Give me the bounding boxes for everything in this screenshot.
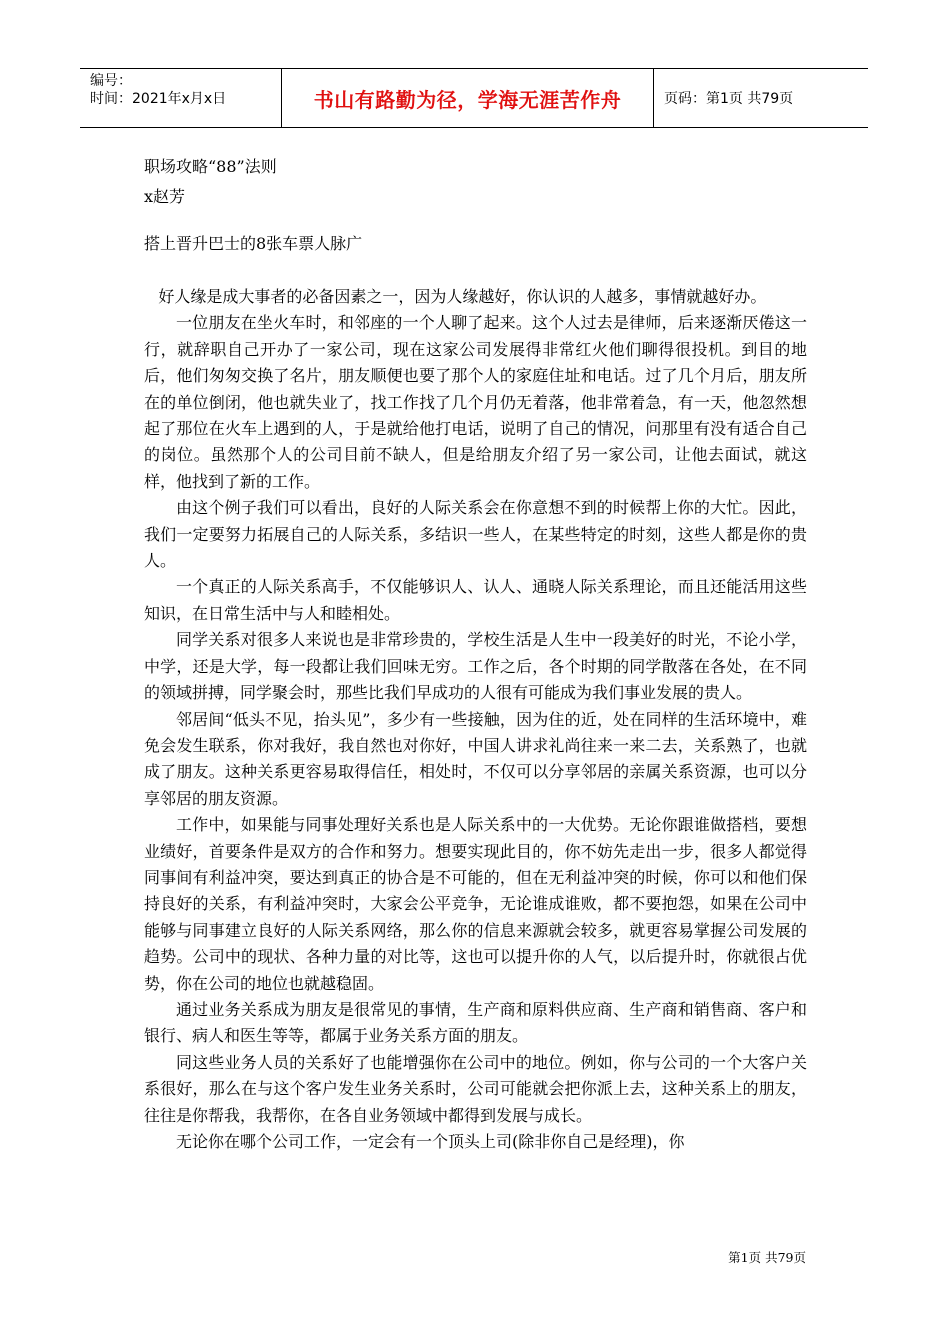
document-title: 职场攻略“88”法则 <box>144 157 277 176</box>
paragraph: 同学关系对很多人来说也是非常珍贵的，学校生活是人生中一段美好的时光，不论小学，中学，还是大学，每一段都让我们回味无穷。工作之后，各个时期的同学散落在各处，在不同的领域拼搏，同学聚会时，那些比我们早成功的人很有可能成为我们事业发展的贵人。 <box>144 630 807 703</box>
header-motto: 书山有路勤为径，学海无涯苦作舟 <box>282 69 654 127</box>
paragraph: 工作中，如果能与同事处理好关系也是人际关系中的一大优势。无论你跟谁做搭档，要想业绩好，首要条件是双方的合作和努力。想要实现此目的，你不妨先走出一步，很多人都觉得同事间有利益冲突，要达到真正的协合是不可能的，但在无利益冲突的时候，你可以和他们保持良好的关系，有利益冲突时，大家会公平竞争，无论谁成谁败，都不要抱怨，如果在公司中能够与同事建立良好的人际关系网络，那么你的信息来源就会较多，就更容易掌握公司发展的趋势。公司中的现状、各种力量的对比等，这也可以提升你的人气，以后提升时，你就很占优势，你在公司的地位也就越稳固。 <box>144 815 807 993</box>
paragraph: 一位朋友在坐火车时，和邻座的一个人聊了起来。这个人过去是律师，后来逐渐厌倦这一行，就辞职自己开办了一家公司，现在这家公司发展得非常红火他们聊得很投机。到目的地后，他们匆匆交换了名片，朋友顺便也要了那个人的家庭住址和电话。过了几个月后，朋友所在的单位倒闭，他也就失业了，找工作找了几个月仍无着落，他非常着急，有一天，他忽然想起了那位在火车上遇到的人，于是就给他打电话，说明了自己的情况，问那里有没有适合自己的岗位。虽然那个人的公司目前不缺人，但是给朋友介绍了另一家公司，让他去面试，就这样，他找到了新的工作。 <box>144 313 807 491</box>
paragraph: 同这些业务人员的关系好了也能增强你在公司中的地位。例如，你与公司的一个大客户关系很好，那么在与这个客户发生业务关系时，公司可能就会把你派上去，这种关系上的朋友，往往是你帮我，我帮你，在各自业务领域中都得到发展与成长。 <box>144 1052 807 1125</box>
header-meta <box>80 69 282 127</box>
document-body <box>144 152 807 1155</box>
number-label: 编号： <box>90 73 132 89</box>
paragraph: 无论你在哪个公司工作，一定会有一个顶头上司(除非你自己是经理)，你 <box>176 1132 685 1151</box>
header-page-info: 页码：第1页 共79页 <box>664 91 794 107</box>
body-text <box>144 284 807 1155</box>
paragraph: 邻居间“低头不见，抬头见”，多少有一些接触，因为住的近，处在同样的生活环境中，难免会发生联系，你对我好，我自然也对你好，中国人讲求礼尚往来一来二去，关系熟了，也就成了朋友。这种关系更容易取得信任，相处时，不仅可以分享邻居的亲属关系资源，也可以分享邻居的朋友资源。 <box>144 709 807 808</box>
section-title: 搭上晋升巴士的8张车票人脉广 <box>144 234 363 253</box>
paragraph: 由这个例子我们可以看出，良好的人际关系会在你意想不到的时候帮上你的大忙。因此，我们一定要努力拓展自己的人际关系，多结识一些人，在某些特定的时刻，这些人都是你的贵人。 <box>144 498 807 571</box>
footer-page-number: 第1页 共79页 <box>728 1250 806 1265</box>
paragraph: 好人缘是成大事者的必备因素之一，因为人缘越好，你认识的人越多，事情就越好办。 <box>158 287 767 306</box>
time-label: 时间：2021年x月x日 <box>90 91 227 107</box>
document-author: x赵芳 <box>144 187 186 206</box>
paragraph: 一个真正的人际关系高手，不仅能够识人、认人、通晓人际关系理论，而且还能活用这些知识，在日常生活中与人和睦相处。 <box>144 577 807 623</box>
header-table <box>80 68 868 128</box>
paragraph: 通过业务关系成为朋友是很常见的事情，生产商和原料供应商、生产商和销售商、客户和银行、病人和医生等等，都属于业务关系方面的朋友。 <box>144 999 807 1046</box>
